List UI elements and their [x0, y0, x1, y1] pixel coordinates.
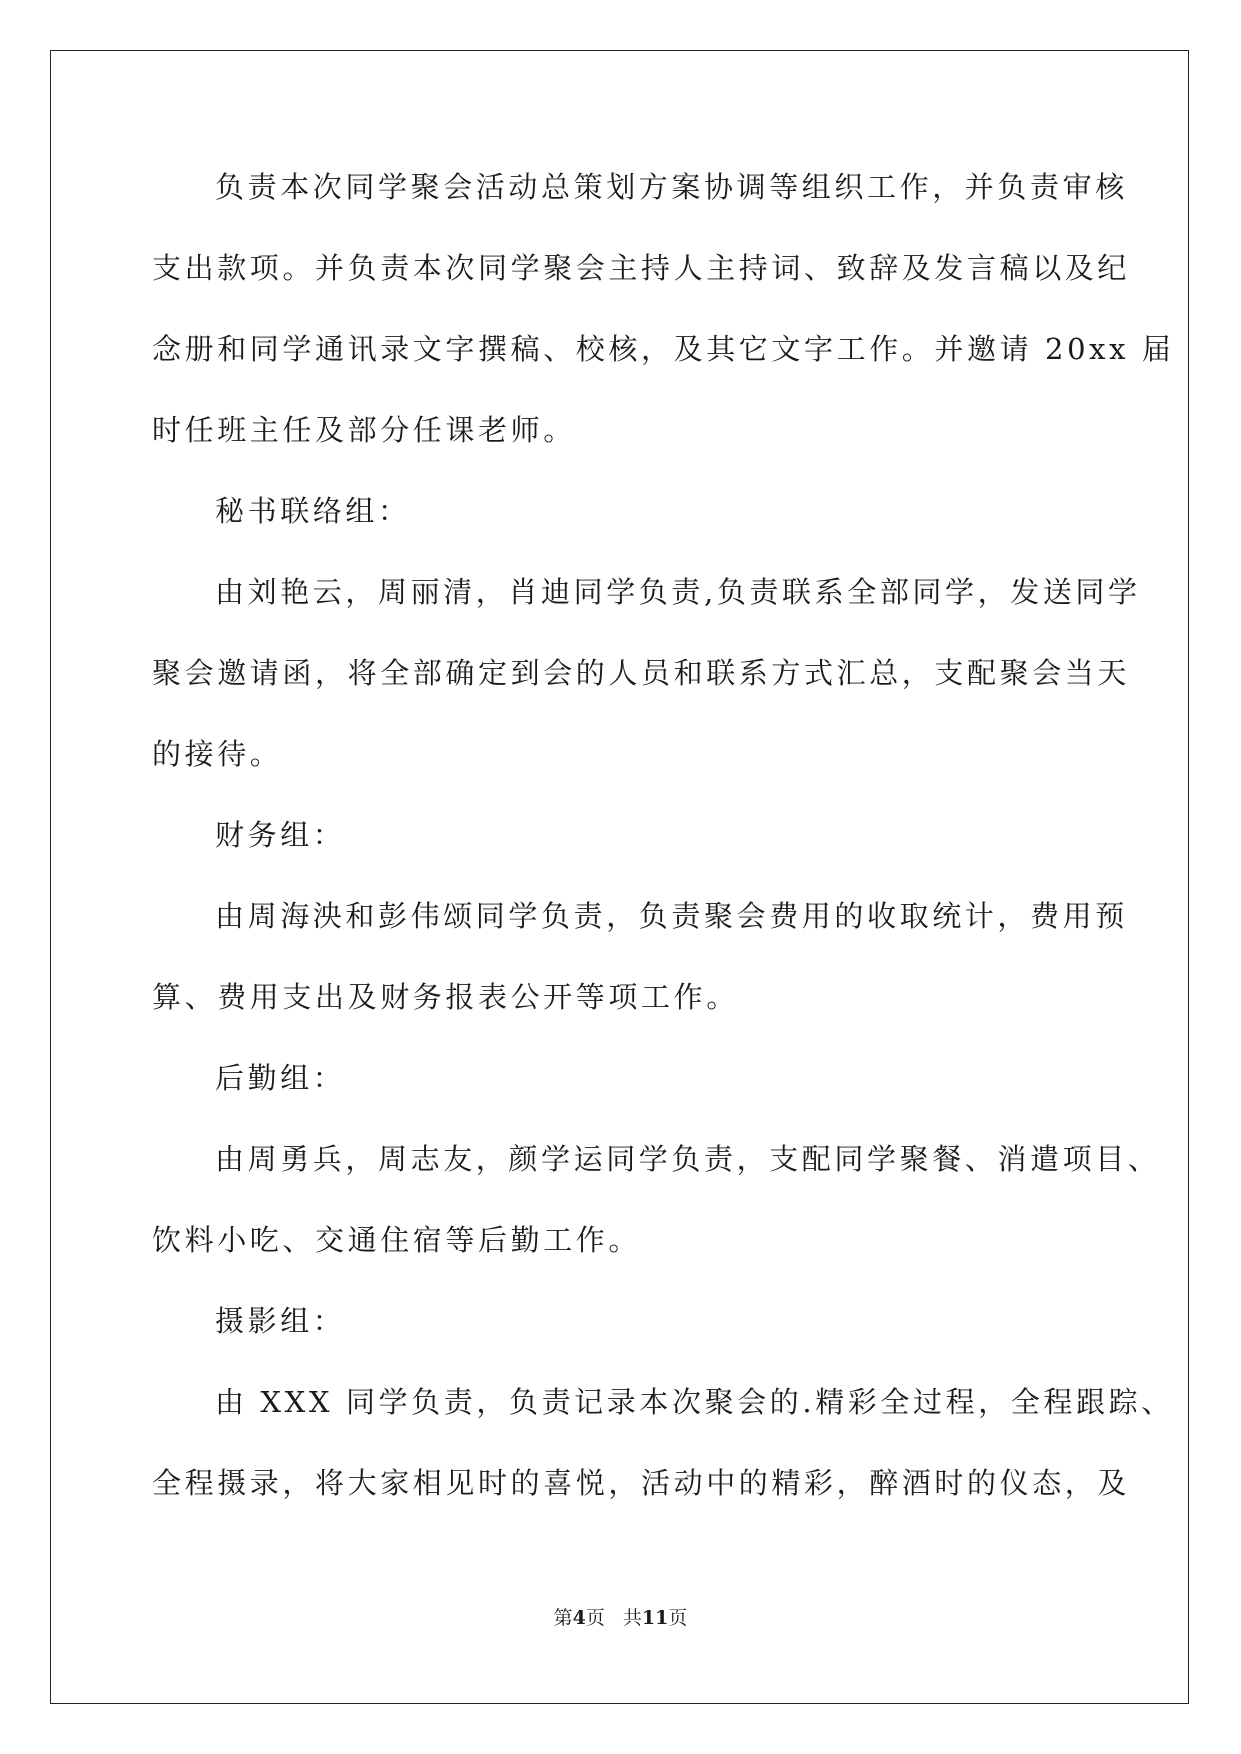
paragraph-line: 由 XXX 同学负责，负责记录本次聚会的.精彩全过程，全程跟踪、 [215, 1385, 1174, 1419]
footer-prefix: 第 [553, 1607, 573, 1629]
section-heading: 后勤组： [215, 1061, 346, 1095]
total-pages-number: 11 [641, 1607, 669, 1629]
paragraph-line: 聚会邀请函，将全部确定到会的人员和联系方式汇总，支配聚会当天 [152, 656, 1131, 690]
current-page-number: 4 [572, 1607, 586, 1629]
section-heading: 摄影组： [215, 1304, 346, 1338]
paragraph-line: 负责本次同学聚会活动总策划方案协调等组织工作，并负责审核 [215, 170, 1128, 204]
paragraph-line: 算、费用支出及财务报表公开等项工作。 [152, 980, 739, 1014]
paragraph-line: 全程摄录，将大家相见时的喜悦，活动中的精彩，醉酒时的仪态，及 [152, 1466, 1131, 1500]
paragraph-line: 念册和同学通讯录文字撰稿、校核，及其它文字工作。并邀请 20xx 届 [152, 332, 1175, 366]
paragraph-line: 由周海泱和彭伟颂同学负责，负责聚会费用的收取统计，费用预 [215, 899, 1128, 933]
paragraph-line: 支出款项。并负责本次同学聚会主持人主持词、致辞及发言稿以及纪 [152, 251, 1131, 285]
footer-page-suffix: 页 [585, 1607, 605, 1629]
paragraph-line: 由周勇兵，周志友，颜学运同学负责，支配同学聚餐、消遣项目、 [215, 1142, 1161, 1176]
document-body [152, 159, 1175, 1536]
footer-total-suffix: 页 [668, 1607, 688, 1629]
section-heading: 财务组： [215, 818, 346, 852]
paragraph-line: 由刘艳云，周丽清，肖迪同学负责,负责联系全部同学，发送同学 [215, 575, 1141, 609]
paragraph-line: 的接待。 [152, 737, 283, 771]
paragraph-line: 时任班主任及部分任课老师。 [152, 413, 576, 447]
section-heading: 秘书联络组： [215, 494, 411, 528]
footer-total-prefix: 共 [622, 1607, 642, 1629]
paragraph-line: 饮料小吃、交通住宿等后勤工作。 [152, 1223, 642, 1257]
page-footer [0, 1606, 1241, 1630]
